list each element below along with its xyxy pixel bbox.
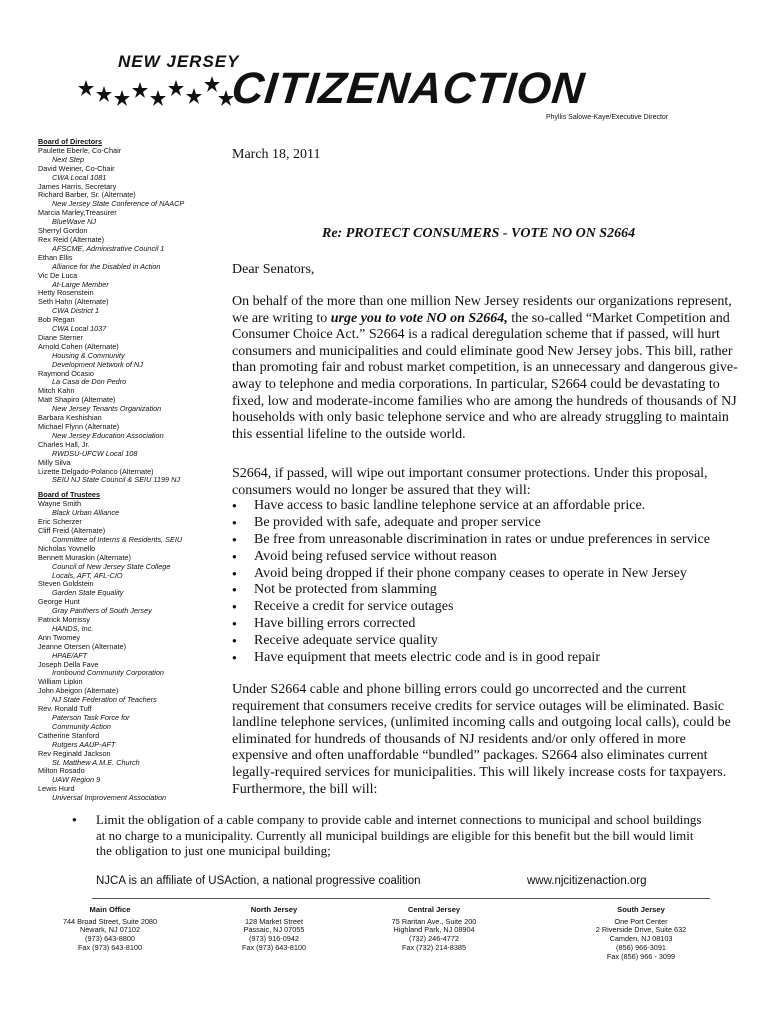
sidebar [38, 138, 228, 803]
member-affiliation: Next Step [52, 154, 85, 164]
letter-date: March 18, 2011 [232, 147, 321, 162]
member-name: Patrick Morrissy [38, 615, 90, 625]
bill-effect-text: Limit the obligation of a cable company to provide cable and internet connections to municipal and school buildings at no charge to a municipality. Currently all municipal buildings are eligible for this benefit but the bill would limit the obligation to just one municipal building; [96, 812, 702, 858]
office-name: South Jersey [617, 905, 665, 914]
website-link[interactable]: www.njcitizenaction.org [527, 875, 647, 887]
member-name: Wayne Smith [38, 499, 82, 509]
member-name: Milly Silva [38, 457, 71, 467]
office-block [354, 906, 514, 953]
member-name: William Lipkin [38, 677, 83, 687]
member-affiliation: New Jersey Tenants Organization [52, 404, 162, 414]
star-icon [186, 88, 202, 104]
office-line: Passaic, NJ 07055 [243, 925, 305, 935]
member-name: Ethan Ellis [38, 252, 73, 262]
member-affiliation: La Casa de Don Pedro [52, 377, 127, 387]
para1-text-c: the so-called “Market Competition and Consumer Choice Act.” S2664 is a radical deregulation scheme that if passed, will hurt consumers and municipalities and could eliminate good New Jersey jobs. This bill, rather than promoting fair and robust market competition, is an unnecessary and dangerous give-away to telephone and media corporations. In particular, S2664 could be devastating to fixed, low and moderate-income families who are among the hundreds of thousands of NJ households with only basic telephone service and who are already struggling to maintain this essential lifeline to the outside world. [232, 310, 738, 442]
member-affiliation: Ironbound Community Corporation [52, 668, 164, 678]
member-affiliation: NJ State Federation of Teachers [52, 695, 157, 705]
member-name: Joseph Della Fave [38, 659, 99, 669]
office-line: Newark, NJ 07102 [79, 925, 141, 935]
member-affiliation: Development Network of NJ [52, 359, 143, 369]
office-line: One Port Center [614, 916, 668, 926]
board-list [38, 147, 228, 485]
member-affiliation: St. Matthew A.M.E. Church [52, 757, 140, 767]
member-affiliation: AFSCME, Administrative Council 1 [52, 243, 165, 253]
office-line: Highland Park, NJ 08904 [393, 925, 475, 935]
member-affiliation: Alliance for the Disabled in Action [52, 261, 161, 271]
member-affiliation: Universal Improvement Association [52, 793, 167, 803]
member-name: John Abeigon (Alternate) [38, 686, 119, 696]
protections-list [232, 498, 742, 667]
board-heading: Board of Directors [38, 137, 103, 146]
para1-emphasis: urge you to vote NO on S2664, [330, 310, 508, 326]
trustees-heading: Board of Trustees [38, 490, 101, 500]
subject-line: Re: PROTECT CONSUMERS - VOTE NO ON S2664 [322, 226, 636, 241]
office-line: (973) 916-0942 [249, 934, 299, 944]
member-name: Lizette Delgado-Polanco (Alternate) [38, 466, 154, 476]
member-name: Bennett Muraskin (Alternate) [38, 552, 131, 562]
office-line: Fax (856) 966 - 3099 [606, 951, 676, 961]
member-name: George Hunt [38, 597, 80, 607]
office-line: Fax (732) 214-8385 [401, 942, 467, 952]
member-affiliation: RWDSU-UFCW Local 108 [52, 448, 138, 458]
office-line: (973) 643-8800 [85, 934, 135, 944]
member-affiliation: Locals, AFT, AFL-CIO [52, 570, 123, 580]
para1-text-a: On behalf of the more than one million New Jersey residents our organizations represent, we are writing to [232, 294, 732, 326]
protection-item: ● Have equipment that meets electric code and is in good repair [232, 650, 742, 667]
office-line: Camden, NJ 08103 [609, 934, 673, 944]
member-affiliation: Housing & Community [52, 350, 125, 360]
member-name: Charles Hall, Jr. [38, 439, 90, 449]
member-name: James Harris, Secretary [38, 181, 117, 191]
star-icon [78, 80, 94, 96]
office-line: 128 Market Street [245, 916, 303, 926]
member-name: Diane Sterner [38, 332, 84, 342]
office-line: (856) 966-3091 [616, 942, 666, 952]
member-name: Marcia Marley,Treasurer [38, 208, 117, 218]
member-affiliation: New Jersey Education Association [52, 430, 164, 440]
protection-item: ● Receive adequate service quality [232, 633, 742, 650]
protection-item: ● Have access to basic landline telephone service at an affordable price. [232, 498, 742, 515]
member-name: Rev Reginald Jackson [38, 748, 111, 758]
office-line: 75 Raritan Ave., Suite 200 [391, 916, 477, 926]
protection-item: ● Avoid being dropped if their phone company ceases to operate in New Jersey [232, 566, 742, 583]
bill-effect-item [72, 812, 712, 859]
member-affiliation: Black Urban Alliance [52, 508, 120, 518]
member-name: Nicholas Yovnello [38, 543, 96, 553]
star-icon [204, 76, 220, 92]
member-name: Seth Hahn (Alternate) [38, 297, 109, 307]
member-affiliation: At-Large Member [52, 279, 109, 289]
member-name: Eric Scherzer [38, 517, 82, 527]
member-name: Lewis Hurd [38, 784, 75, 794]
star-icon [150, 90, 166, 106]
member-name: Sherryl Gordon [38, 226, 88, 236]
member-affiliation: New Jersey State Conference of NAACP [52, 199, 185, 209]
office-block [194, 906, 354, 953]
bill-effects-list [72, 812, 712, 859]
protection-item: ● Receive a credit for service outages [232, 599, 742, 616]
member-name: Bob Regan [38, 315, 75, 325]
member-name: Rev. Ronald Tuff [38, 704, 92, 714]
member-affiliation: CWA Local 1037 [52, 324, 107, 334]
logo-wordmark: CITIZENACTION [229, 64, 588, 113]
member-affiliation: CWA District 1 [52, 306, 100, 316]
member-affiliation: CWA Local 1081 [52, 172, 107, 182]
member-affiliation: Council of New Jersey State College [52, 561, 171, 571]
member-affiliation: Rutgers AAUP-AFT [52, 739, 116, 749]
member-name: Matt Shapiro (Alternate) [38, 395, 116, 405]
paragraph-intro [232, 294, 738, 443]
member-affiliation: Committee of Interns & Residents, SEIU [52, 534, 183, 544]
member-name: Arnold Cohen (Alternate) [38, 341, 119, 351]
affiliate-note: NJCA is an affiliate of USAction, a national progressive coalition [96, 875, 421, 887]
member-name: Michael Flynn (Alternate) [38, 422, 120, 431]
logo-state: NEW JERSEY [118, 52, 240, 71]
member-name: Cliff Freid (Alternate) [38, 525, 106, 535]
member-affiliation: HPAE/AFT [52, 650, 88, 660]
member-name: Barbara Keshishian [38, 413, 102, 423]
member-affiliation: Gray Panthers of South Jersey [52, 606, 152, 616]
protection-item: ● Have billing errors corrected [232, 616, 742, 633]
office-block [561, 906, 721, 961]
member-name: Vic De Luca [38, 270, 78, 280]
office-line: Fax (973) 643-8100 [77, 942, 143, 952]
member-name: Steven Goldstein [38, 579, 94, 589]
member-name: Mitch Kahn [38, 386, 75, 396]
member-affiliation: UAW Region 9 [52, 775, 101, 785]
paragraph-effects: Under S2664 cable and phone billing errors could go uncorrected and the current requirement that consumers receive credits for service outages will be eliminated. Basic landline telephone services, (unlimited incoming calls and outgoing local calls), could be eliminated for hundreds of thousands of NJ residents and/or only offered in more expensive and often unaffordable “bundled” packages. S2664 also eliminates current legally-required services for municipalities. This will likely increase costs for taxpayers. Furthermore, the bill will: [232, 682, 731, 797]
member-affiliation: Community Action [52, 721, 111, 731]
member-affiliation: HANDS, Inc. [52, 623, 94, 633]
star-icon [168, 80, 184, 96]
member-affiliation: Paterson Task Force for [52, 713, 130, 722]
salutation: Dear Senators, [232, 262, 315, 277]
member-name: Ann Twomey [38, 632, 81, 642]
protection-item: ● Not be protected from slamming [232, 582, 742, 599]
executive-director: Phyllis Salowe-Kaye/Executive Director [546, 114, 669, 121]
protection-item: ● Be free from unreasonable discrimination in rates or undue preferences in service [232, 532, 742, 549]
office-line: 744 Broad Street, Suite 2080 [62, 916, 158, 926]
protection-item: ● Avoid being refused service without reason [232, 549, 742, 566]
member-name: Raymond Ocasio [38, 368, 94, 378]
office-name: North Jersey [250, 905, 298, 914]
star-icon [132, 82, 148, 98]
member-name: Paulette Eberle, Co-Chair [38, 145, 122, 155]
paragraph-protections: S2664, if passed, will wipe out important consumer protections. Under this proposal, consumers would no longer be assured that they will: [232, 466, 708, 498]
trustees-list [38, 500, 228, 803]
protection-item: ● Be provided with safe, adequate and proper service [232, 515, 742, 532]
office-block [30, 906, 190, 953]
star-icon [114, 90, 130, 106]
office-name: Central Jersey [407, 905, 461, 914]
member-name: Catherine Stanford [38, 730, 100, 740]
office-line: Fax (973) 643-8100 [241, 942, 307, 952]
office-line: 2 Riverside Drive, Suite 632 [595, 925, 687, 935]
footer-divider [92, 898, 710, 899]
member-affiliation: Garden State Equality [52, 588, 124, 598]
bullet-icon: ● [72, 815, 77, 824]
member-name: David Weiner, Co-Chair [38, 163, 115, 173]
office-name: Main Office [89, 905, 131, 914]
member-name: Richard Barber, Sr. (Alternate) [38, 190, 136, 200]
member-affiliation: SEIU NJ State Council & SEIU 1199 NJ [52, 475, 181, 485]
member-name: Hetty Rosenstein [38, 288, 94, 298]
member-name: Jeanne Otersen (Alternate) [38, 641, 127, 651]
member-name: Rex Reid (Alternate) [38, 234, 105, 244]
member-affiliation: BlueWave NJ [52, 217, 97, 227]
star-icon [96, 86, 112, 102]
office-line: (732) 246-4772 [409, 934, 459, 944]
member-name: Milton Rosado [38, 766, 85, 776]
